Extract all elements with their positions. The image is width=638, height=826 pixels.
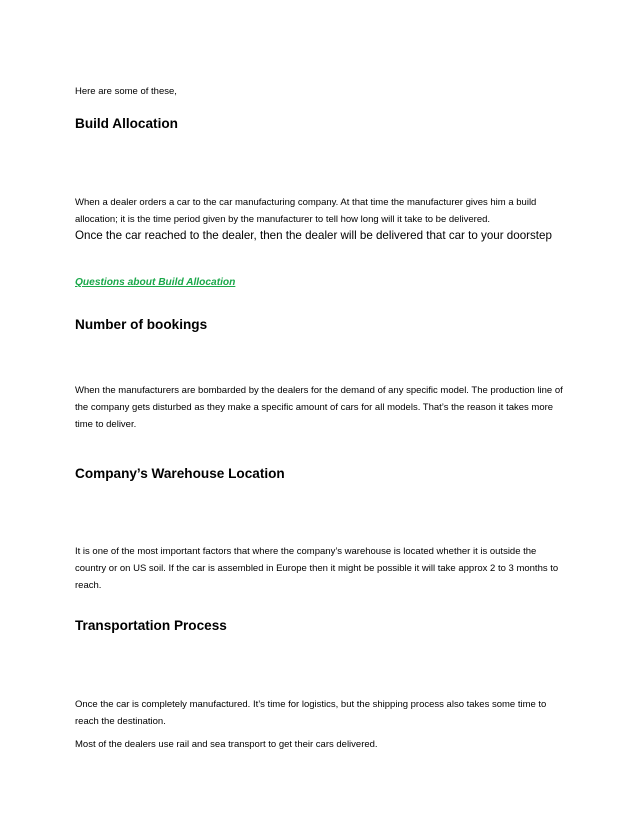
section-heading-number-of-bookings: Number of bookings xyxy=(75,317,208,332)
section-extra-build-allocation: Once the car reached to the dealer, then the dealer will be delivered that car to your doorstep xyxy=(75,229,552,242)
section-paragraph-transportation-process: Once the car is completely manufactured. It’s time for logistics, but the shipping process also takes some time to reach the destination. xyxy=(75,699,547,727)
questions-link[interactable]: Questions about Build Allocation xyxy=(75,277,236,288)
section-heading-warehouse-location: Company’s Warehouse Location xyxy=(75,466,285,481)
section-heading-transportation-process: Transportation Process xyxy=(75,618,227,633)
intro-text: Here are some of these, xyxy=(75,86,177,97)
section-paragraph-number-of-bookings: When the manufacturers are bombarded by the dealers for the demand of any specific model. The production line of the company gets disturbed as they make a specific amount of cars for all models. That’s the reason it takes more time to deliver. xyxy=(75,385,563,430)
section-paragraph-build-allocation: When a dealer orders a car to the car manufacturing company. At that time the manufacturer gives him a build allocation; it is the time period given by the manufacturer to tell how long will it take to be delivered. xyxy=(75,197,537,225)
section-heading-build-allocation: Build Allocation xyxy=(75,116,178,131)
section-paragraph-transportation-process-2: Most of the dealers use rail and sea transport to get their cars delivered. xyxy=(75,739,378,750)
section-paragraph-warehouse-location: It is one of the most important factors that where the company’s warehouse is located whether it is outside the country or on US soil. If the car is assembled in Europe then it might be possible it will take approx 2 to 3 months to reach. xyxy=(75,546,559,591)
